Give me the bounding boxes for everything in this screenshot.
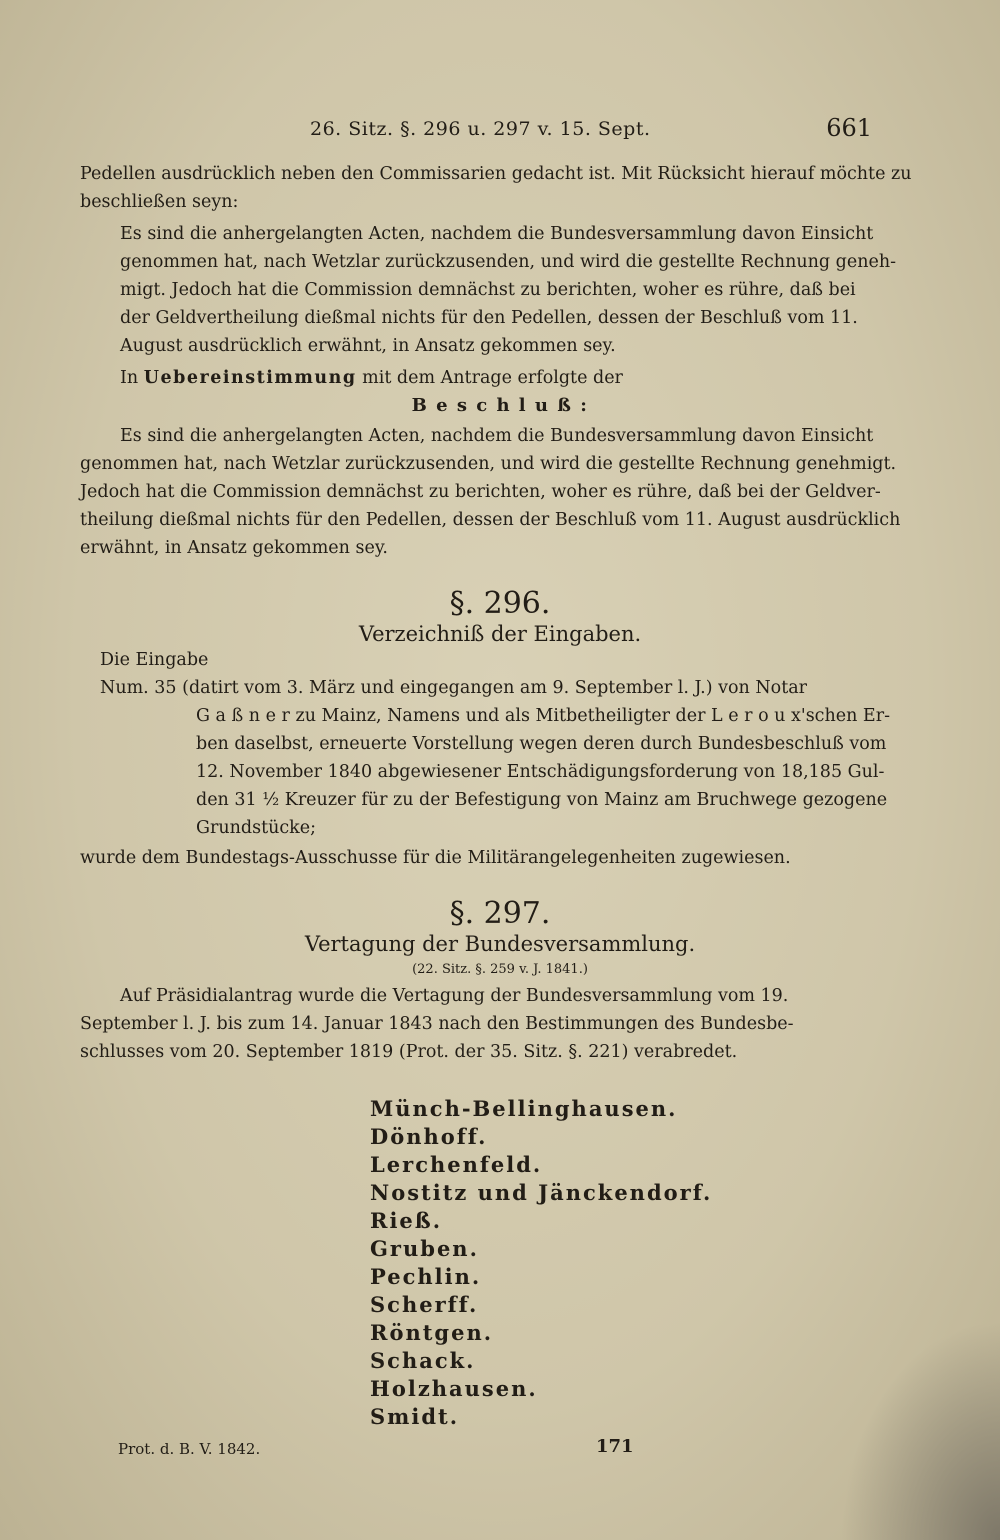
footer-signature-mark: 171: [596, 1436, 634, 1457]
running-head: 26. Sitz. §. 296 u. 297 v. 15. Sept.: [310, 118, 651, 140]
section-296-closing: wurde dem Bundestags-Ausschusse für die Militärangelegenheiten zugewiesen.: [80, 848, 791, 868]
signature-name: Lerchenfeld.: [370, 1152, 543, 1177]
signature-name: Rieß.: [370, 1208, 443, 1233]
entry-line: G a ß n e r zu Mainz, Namens und als Mitbetheiligter der L e r o u x'schen Er-: [196, 706, 890, 726]
resolution-line: Jedoch hat die Commission demnächst zu berichten, woher es rühre, daß bei der Geldver-: [80, 482, 881, 502]
section-297-line: Auf Präsidialantrag wurde die Vertagung der Bundesversammlung vom 19.: [120, 986, 789, 1006]
section-296-title: Verzeichniß der Eingaben.: [358, 622, 642, 646]
signature-name: Smidt.: [370, 1404, 460, 1429]
entry-line: ben daselbst, erneuerte Vorstellung wegen deren durch Bundesbeschluß vom: [196, 734, 887, 754]
section-297-reference: (22. Sitz. §. 259 v. J. 1841.): [412, 962, 588, 977]
proposal-line: Es sind die anhergelangten Acten, nachdem die Bundesversammlung davon Einsicht: [120, 224, 874, 244]
section-296-number: §. 296.: [449, 586, 551, 621]
signature-name: Scherff.: [370, 1292, 479, 1317]
proposal-line: der Geldvertheilung dießmal nichts für den Pedellen, dessen der Beschluß vom 11.: [120, 308, 858, 328]
signature-name: Münch-Bellinghausen.: [370, 1096, 678, 1121]
page-corner-shadow: [840, 1320, 1000, 1540]
entry-line: Grundstücke;: [196, 818, 317, 838]
beschluss-heading: B e s c h l u ß :: [411, 395, 589, 416]
agreement-prefix: In: [120, 368, 139, 388]
resolution-line: genommen hat, nach Wetzlar zurückzusenden, und wird die gestellte Rechnung genehmigt.: [80, 454, 897, 474]
page-header: [80, 114, 880, 152]
signature-name: Gruben.: [370, 1236, 479, 1261]
resolution-line: theilung dießmal nichts für den Pedellen, dessen der Beschluß vom 11. August ausdrücklich: [80, 510, 901, 530]
section-297-number: §. 297.: [449, 896, 551, 931]
signature-name: Dönhoff.: [370, 1124, 488, 1149]
intro-line: beschließen seyn:: [80, 192, 239, 212]
resolution-line: Es sind die anhergelangten Acten, nachdem die Bundesversammlung davon Einsicht: [120, 426, 874, 446]
resolution-line: erwähnt, in Ansatz gekommen sey.: [80, 538, 388, 558]
intro-line: Pedellen ausdrücklich neben den Commissarien gedacht ist. Mit Rücksicht hierauf möchte zu: [80, 164, 912, 184]
signature-name: Nostitz und Jänckendorf.: [370, 1180, 713, 1205]
signature-name: Röntgen.: [370, 1320, 494, 1345]
signature-name: Holzhausen.: [370, 1376, 538, 1401]
section-297-line: September l. J. bis zum 14. Januar 1843 nach den Bestimmungen des Bundesbe-: [80, 1014, 794, 1034]
proposal-line: August ausdrücklich erwähnt, in Ansatz gekommen sey.: [120, 336, 616, 356]
proposal-line: migt. Jedoch hat die Commission demnächst zu berichten, woher es rühre, daß bei: [120, 280, 856, 300]
entry-line: den 31 ½ Kreuzer für zu der Befestigung von Mainz am Bruchwege gezogene: [196, 790, 888, 810]
page-number: 661: [826, 114, 872, 142]
proposal-line: genommen hat, nach Wetzlar zurückzusenden, und wird die gestellte Rechnung geneh-: [120, 252, 897, 272]
entry-line: Num. 35 (datirt vom 3. März und eingegangen am 9. September l. J.) von Notar: [100, 678, 808, 698]
agreement-line: [120, 366, 623, 390]
entry-line: 12. November 1840 abgewiesener Entschädigungsforderung von 18,185 Gul-: [196, 762, 885, 782]
signature-name: Schack.: [370, 1348, 476, 1373]
section-296-lead: Die Eingabe: [100, 650, 209, 670]
section-297-title: Vertagung der Bundesversammlung.: [304, 932, 696, 956]
section-297-line: schlusses vom 20. September 1819 (Prot. der 35. Sitz. §. 221) verabredet.: [80, 1042, 738, 1062]
signature-name: Pechlin.: [370, 1264, 482, 1289]
agreement-spaced-word: Uebereinstimmung: [143, 368, 357, 388]
footer-source: Prot. d. B. V. 1842.: [118, 1440, 261, 1458]
agreement-suffix: mit dem Antrage erfolgte der: [362, 368, 623, 388]
